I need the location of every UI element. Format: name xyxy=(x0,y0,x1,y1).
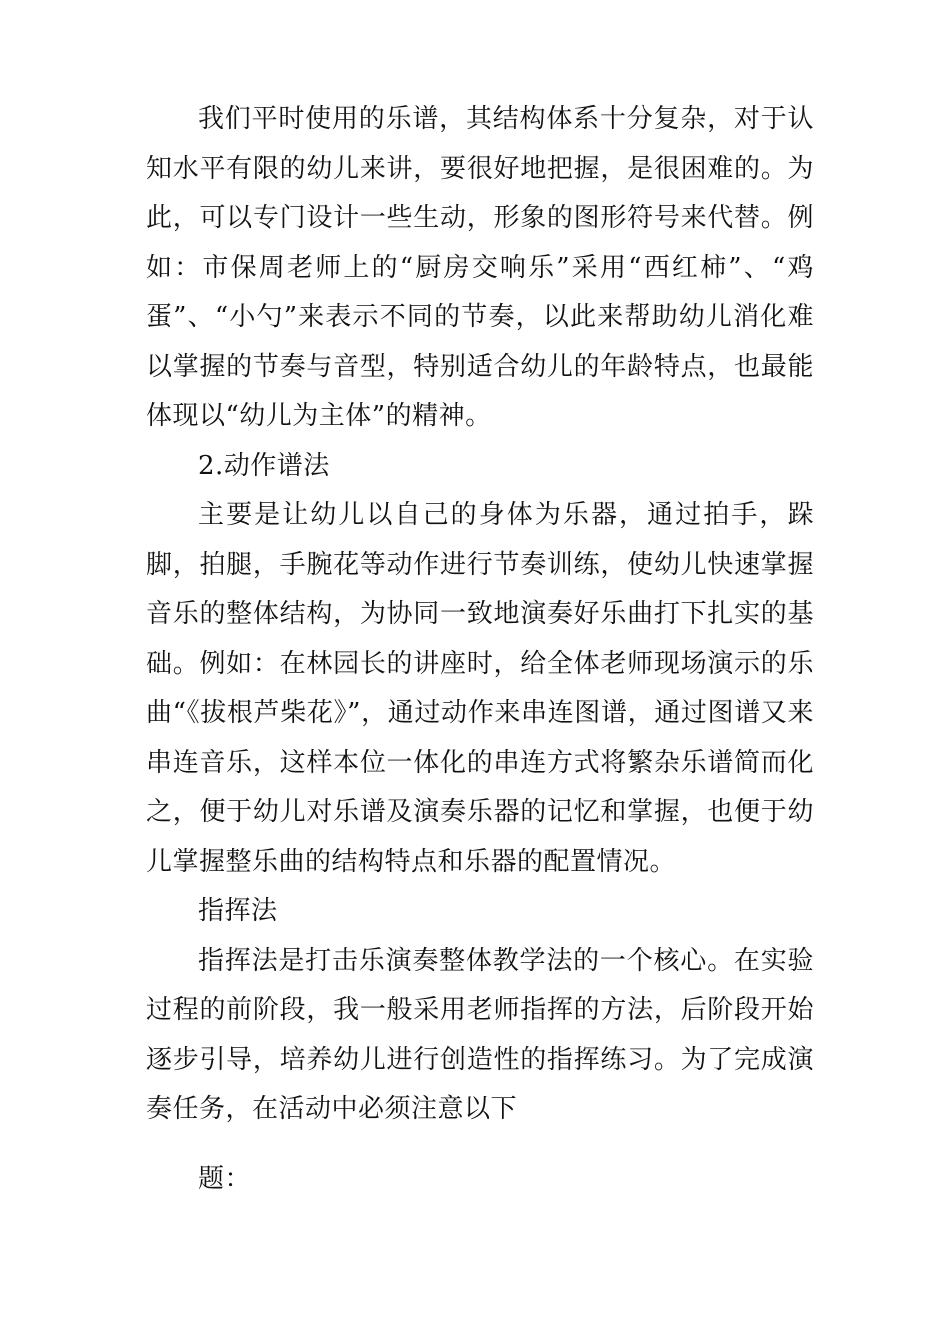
document-body xyxy=(146,95,814,1204)
heading-conducting: 指挥法 xyxy=(198,896,278,926)
paragraph-graphic-notation: 我们平时使用的乐谱，其结构体系十分复杂，对于认知水平有限的幼儿来讲，要很好地把握，是很困难的。为此，可以专门设计一些生动，形象的图形符号来代替。例如：市保周老师上的“厨房交响乐”采用“西红柿”、“鸡蛋”、“小勺”来表示不同的节奏，以此来帮助幼儿消化难以掌握的节奏与音型，特别适合幼儿的年龄特点，也最能体现以“幼儿为主体”的精神。 xyxy=(146,104,814,431)
paragraph-action-notation: 主要是让幼儿以自己的身体为乐器，通过拍手，跺脚，拍腿，手腕花等动作进行节奏训练，使幼儿快速掌握音乐的整体结构，为协同一致地演奏好乐曲打下扎实的基础。例如：在林园长的讲座时，给全体老师现场演示的乐曲“《拔根芦柴花》”，通过动作来串连图谱，通过图谱又来串连音乐，这样本位一体化的串连方式将繁杂乐谱简而化之，便于幼儿对乐谱及演奏乐器的记忆和掌握，也便于幼儿掌握整乐曲的结构特点和乐器的配置情况。 xyxy=(146,500,814,877)
heading-action-notation: 2.动作谱法 xyxy=(198,450,330,481)
paragraph-conducting: 指挥法是打击乐演奏整体教学法的一个核心。在实验过程的前阶段，我一般采用老师指挥的方法，后阶段开始逐步引导，培养幼儿进行创造性的指挥练习。为了完成演奏任务，在活动中必须注意以下 xyxy=(146,945,814,1124)
heading-questions: 题： xyxy=(198,1163,252,1194)
